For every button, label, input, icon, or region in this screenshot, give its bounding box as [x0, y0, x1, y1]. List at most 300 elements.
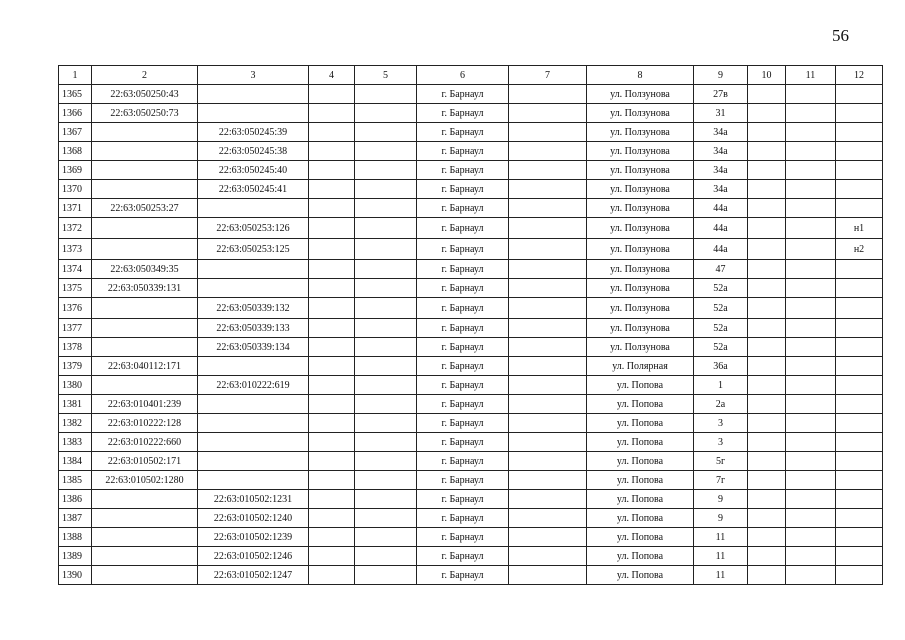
table-cell: ул. Ползунова	[587, 142, 694, 161]
table-cell	[309, 376, 355, 395]
table-cell	[748, 239, 786, 260]
table-cell	[309, 433, 355, 452]
column-header: 11	[786, 66, 836, 85]
table-row	[59, 239, 883, 260]
table-cell	[509, 547, 587, 566]
table-cell	[355, 509, 417, 528]
table-cell	[355, 142, 417, 161]
table-cell: 5г	[694, 452, 748, 471]
table-body	[59, 85, 883, 585]
table-cell	[509, 85, 587, 104]
table-cell: 22:63:050339:132	[198, 298, 309, 319]
table-cell	[92, 123, 198, 142]
table-row	[59, 471, 883, 490]
table-cell: 22:63:050245:40	[198, 161, 309, 180]
table-row	[59, 566, 883, 585]
table-cell	[836, 376, 883, 395]
table-row	[59, 490, 883, 509]
row-number-cell: 1368	[59, 142, 92, 161]
table-cell	[509, 338, 587, 357]
table-cell	[509, 490, 587, 509]
table-cell	[509, 142, 587, 161]
table-cell	[786, 566, 836, 585]
table-cell: г. Барнаул	[417, 142, 509, 161]
row-number-cell: 1381	[59, 395, 92, 414]
table-cell: 11	[694, 547, 748, 566]
row-number-cell: 1365	[59, 85, 92, 104]
table-cell: 9	[694, 509, 748, 528]
row-number-cell: 1384	[59, 452, 92, 471]
table-cell	[509, 414, 587, 433]
table-cell: 22:63:010502:1231	[198, 490, 309, 509]
table-cell	[748, 260, 786, 279]
table-cell	[309, 566, 355, 585]
table-cell	[748, 298, 786, 319]
table-cell	[198, 471, 309, 490]
table-cell: 3	[694, 433, 748, 452]
table-cell	[509, 199, 587, 218]
table-cell	[836, 161, 883, 180]
table-cell: 22:63:050245:39	[198, 123, 309, 142]
table-cell	[748, 471, 786, 490]
table-cell	[198, 104, 309, 123]
column-header: 7	[509, 66, 587, 85]
table-cell	[836, 433, 883, 452]
table-cell: г. Барнаул	[417, 547, 509, 566]
table-cell	[786, 161, 836, 180]
table-cell	[509, 218, 587, 239]
table-cell	[355, 260, 417, 279]
table-cell: ул. Ползунова	[587, 338, 694, 357]
table-cell: ул. Ползунова	[587, 260, 694, 279]
table-cell: н2	[836, 239, 883, 260]
row-number-cell: 1374	[59, 260, 92, 279]
table-cell	[92, 319, 198, 338]
table-cell: ул. Попова	[587, 547, 694, 566]
table-cell	[786, 123, 836, 142]
table-cell: 27в	[694, 85, 748, 104]
column-header: 6	[417, 66, 509, 85]
table-cell	[509, 433, 587, 452]
table-cell	[309, 357, 355, 376]
table-cell	[309, 414, 355, 433]
page-number: 56	[832, 26, 849, 45]
table-cell	[786, 357, 836, 376]
table-cell	[748, 433, 786, 452]
table-cell	[836, 123, 883, 142]
table-cell: 22:63:010502:1247	[198, 566, 309, 585]
table-cell: 22:63:010502:1246	[198, 547, 309, 566]
table-cell	[198, 357, 309, 376]
table-cell	[355, 85, 417, 104]
table-cell: ул. Попова	[587, 566, 694, 585]
table-cell: г. Барнаул	[417, 338, 509, 357]
row-number-cell: 1373	[59, 239, 92, 260]
table-cell	[309, 260, 355, 279]
table-cell	[355, 547, 417, 566]
table-cell	[309, 319, 355, 338]
table-cell	[355, 104, 417, 123]
table-cell	[509, 566, 587, 585]
table-cell	[309, 104, 355, 123]
table-cell	[198, 260, 309, 279]
table-cell: ул. Ползунова	[587, 239, 694, 260]
table-cell	[836, 260, 883, 279]
table-cell	[748, 199, 786, 218]
table-cell: 47	[694, 260, 748, 279]
table-cell	[309, 338, 355, 357]
row-number-cell: 1380	[59, 376, 92, 395]
table-cell	[786, 528, 836, 547]
table-cell	[748, 357, 786, 376]
table-cell	[748, 338, 786, 357]
table-cell	[198, 199, 309, 218]
table-cell	[309, 395, 355, 414]
table-cell: 3	[694, 414, 748, 433]
table-cell: г. Барнаул	[417, 376, 509, 395]
table-cell	[509, 452, 587, 471]
table-cell	[309, 239, 355, 260]
table-cell: г. Барнаул	[417, 452, 509, 471]
table-cell	[355, 161, 417, 180]
table-cell: 52а	[694, 319, 748, 338]
table-cell	[92, 509, 198, 528]
table-cell	[748, 452, 786, 471]
table-cell	[748, 279, 786, 298]
table-cell	[836, 85, 883, 104]
table-cell: 9	[694, 490, 748, 509]
table-cell	[355, 414, 417, 433]
table-cell	[836, 319, 883, 338]
table-cell	[786, 239, 836, 260]
table-cell: ул. Попова	[587, 509, 694, 528]
table-cell	[198, 395, 309, 414]
row-number-cell: 1372	[59, 218, 92, 239]
table-cell: 22:63:050339:133	[198, 319, 309, 338]
table-cell	[786, 298, 836, 319]
table-cell	[355, 298, 417, 319]
table-cell	[748, 490, 786, 509]
table-cell: ул. Ползунова	[587, 279, 694, 298]
table-cell	[355, 180, 417, 199]
table-row	[59, 104, 883, 123]
table-cell	[309, 547, 355, 566]
table-cell: ул. Попова	[587, 452, 694, 471]
table-cell: ул. Ползунова	[587, 123, 694, 142]
table-cell	[786, 376, 836, 395]
table-cell: 22:63:050339:134	[198, 338, 309, 357]
registry-table	[58, 65, 883, 585]
row-number-cell: 1387	[59, 509, 92, 528]
table-cell	[836, 357, 883, 376]
table-cell	[748, 376, 786, 395]
table-cell: ул. Попова	[587, 376, 694, 395]
table-cell: 22:63:050253:125	[198, 239, 309, 260]
table-cell: 1	[694, 376, 748, 395]
table-cell	[509, 509, 587, 528]
table-cell	[92, 298, 198, 319]
column-header: 5	[355, 66, 417, 85]
column-header: 10	[748, 66, 786, 85]
table-cell	[509, 123, 587, 142]
table-cell: 22:63:050250:43	[92, 85, 198, 104]
table-cell	[309, 279, 355, 298]
table-row	[59, 528, 883, 547]
table-cell	[355, 490, 417, 509]
table-cell	[748, 509, 786, 528]
table-cell	[836, 338, 883, 357]
table-cell	[509, 260, 587, 279]
table-cell	[509, 376, 587, 395]
table-cell	[786, 104, 836, 123]
table-cell	[355, 319, 417, 338]
table-cell	[309, 85, 355, 104]
table-cell	[748, 123, 786, 142]
column-header: 8	[587, 66, 694, 85]
table-cell	[786, 260, 836, 279]
table-cell	[355, 218, 417, 239]
table-cell	[355, 338, 417, 357]
table-row	[59, 218, 883, 239]
table-cell: 44а	[694, 199, 748, 218]
row-number-cell: 1383	[59, 433, 92, 452]
table-cell: ул. Попова	[587, 528, 694, 547]
table-cell: 22:63:010502:171	[92, 452, 198, 471]
table-cell: 34а	[694, 142, 748, 161]
table-cell	[92, 490, 198, 509]
table-cell	[355, 566, 417, 585]
table-cell: 22:63:050253:27	[92, 199, 198, 218]
table-cell	[309, 452, 355, 471]
table-cell	[786, 180, 836, 199]
column-header: 12	[836, 66, 883, 85]
table-cell: 31	[694, 104, 748, 123]
table-row	[59, 142, 883, 161]
table-cell: ул. Попова	[587, 414, 694, 433]
table-cell	[198, 414, 309, 433]
row-number-cell: 1375	[59, 279, 92, 298]
table-cell	[786, 509, 836, 528]
table-cell: 2а	[694, 395, 748, 414]
table-row	[59, 395, 883, 414]
table-row	[59, 509, 883, 528]
table-cell	[92, 161, 198, 180]
table-row	[59, 376, 883, 395]
table-cell	[748, 319, 786, 338]
table-cell	[92, 142, 198, 161]
column-header: 9	[694, 66, 748, 85]
table-cell	[836, 279, 883, 298]
table-cell	[786, 142, 836, 161]
table-cell: г. Барнаул	[417, 123, 509, 142]
table-cell	[509, 279, 587, 298]
table-cell	[748, 161, 786, 180]
table-cell: ул. Ползунова	[587, 298, 694, 319]
table-cell	[786, 433, 836, 452]
table-cell: 22:63:050253:126	[198, 218, 309, 239]
table-row	[59, 85, 883, 104]
table-cell: 22:63:010502:1239	[198, 528, 309, 547]
row-number-cell: 1382	[59, 414, 92, 433]
table-cell: г. Барнаул	[417, 319, 509, 338]
table-cell	[836, 395, 883, 414]
table-cell: 22:63:050349:35	[92, 260, 198, 279]
table-cell	[92, 376, 198, 395]
table-cell: г. Барнаул	[417, 298, 509, 319]
table-cell	[309, 528, 355, 547]
table-cell: г. Барнаул	[417, 395, 509, 414]
table-cell	[786, 319, 836, 338]
table-row	[59, 199, 883, 218]
table-cell	[786, 471, 836, 490]
table-cell	[836, 452, 883, 471]
table-cell	[836, 490, 883, 509]
table-cell: г. Барнаул	[417, 566, 509, 585]
table-cell: 22:63:050250:73	[92, 104, 198, 123]
table-cell	[309, 180, 355, 199]
table-cell	[309, 142, 355, 161]
table-cell	[355, 395, 417, 414]
table-cell	[786, 395, 836, 414]
table-cell: 11	[694, 528, 748, 547]
table-cell: 22:63:050339:131	[92, 279, 198, 298]
table-cell: г. Барнаул	[417, 279, 509, 298]
table-cell: ул. Ползунова	[587, 199, 694, 218]
table-cell: 22:63:040112:171	[92, 357, 198, 376]
table-cell: г. Барнаул	[417, 199, 509, 218]
table-cell	[92, 180, 198, 199]
table-cell: г. Барнаул	[417, 357, 509, 376]
table-cell	[748, 218, 786, 239]
table-cell: г. Барнаул	[417, 218, 509, 239]
table-cell: ул. Ползунова	[587, 161, 694, 180]
table-cell	[355, 279, 417, 298]
table-cell: ул. Ползунова	[587, 85, 694, 104]
table-cell: г. Барнаул	[417, 414, 509, 433]
table-cell: 44а	[694, 239, 748, 260]
table-cell	[786, 338, 836, 357]
table-cell: 22:63:010222:660	[92, 433, 198, 452]
table-cell: г. Барнаул	[417, 180, 509, 199]
table-cell: 11	[694, 566, 748, 585]
table-cell	[509, 357, 587, 376]
table-row	[59, 547, 883, 566]
row-number-cell: 1369	[59, 161, 92, 180]
row-number-cell: 1371	[59, 199, 92, 218]
table-cell	[355, 471, 417, 490]
table-row	[59, 279, 883, 298]
table-cell: 22:63:010502:1240	[198, 509, 309, 528]
table-cell	[509, 161, 587, 180]
table-cell: ул. Попова	[587, 471, 694, 490]
table-cell	[836, 471, 883, 490]
table-cell	[309, 298, 355, 319]
table-cell: 22:63:050245:38	[198, 142, 309, 161]
table-cell: г. Барнаул	[417, 85, 509, 104]
row-number-cell: 1379	[59, 357, 92, 376]
table-cell: 22:63:050245:41	[198, 180, 309, 199]
table-cell: г. Барнаул	[417, 433, 509, 452]
table-cell: 22:63:010502:1280	[92, 471, 198, 490]
table-cell	[748, 528, 786, 547]
table-cell	[509, 528, 587, 547]
table-cell	[786, 547, 836, 566]
table-cell	[309, 161, 355, 180]
table-cell	[786, 452, 836, 471]
table-cell	[92, 566, 198, 585]
table-cell	[309, 123, 355, 142]
table-cell	[836, 566, 883, 585]
row-number-cell: 1378	[59, 338, 92, 357]
table-cell: г. Барнаул	[417, 161, 509, 180]
table-cell	[355, 376, 417, 395]
table-cell	[92, 218, 198, 239]
table-cell	[836, 414, 883, 433]
table-cell	[836, 547, 883, 566]
table-cell	[355, 199, 417, 218]
table-cell	[509, 319, 587, 338]
table-cell	[92, 547, 198, 566]
table-cell: ул. Ползунова	[587, 319, 694, 338]
table-row	[59, 123, 883, 142]
table-cell: ул. Ползунова	[587, 180, 694, 199]
table-cell: 7г	[694, 471, 748, 490]
row-number-cell: 1388	[59, 528, 92, 547]
table-cell: 44а	[694, 218, 748, 239]
table-cell	[509, 395, 587, 414]
table-row	[59, 319, 883, 338]
table-cell: 34а	[694, 161, 748, 180]
header-row	[59, 66, 883, 85]
table-row	[59, 357, 883, 376]
table-cell	[836, 298, 883, 319]
table-cell	[509, 298, 587, 319]
table-cell: 22:63:010222:619	[198, 376, 309, 395]
table-cell	[92, 239, 198, 260]
row-number-cell: 1377	[59, 319, 92, 338]
row-number-cell: 1376	[59, 298, 92, 319]
table-cell	[198, 85, 309, 104]
row-number-cell: 1367	[59, 123, 92, 142]
table-cell	[92, 338, 198, 357]
table-cell	[836, 528, 883, 547]
table-cell	[355, 528, 417, 547]
table-cell	[748, 547, 786, 566]
table-cell	[786, 218, 836, 239]
row-number-cell: 1390	[59, 566, 92, 585]
column-header: 2	[92, 66, 198, 85]
table-row	[59, 161, 883, 180]
table-cell	[786, 199, 836, 218]
table-cell: 34а	[694, 180, 748, 199]
column-header: 1	[59, 66, 92, 85]
table-row	[59, 433, 883, 452]
table-cell	[509, 239, 587, 260]
table-cell: 52а	[694, 279, 748, 298]
table-cell	[355, 452, 417, 471]
row-number-cell: 1385	[59, 471, 92, 490]
table-row	[59, 452, 883, 471]
table-cell: ул. Попова	[587, 395, 694, 414]
table-cell	[748, 85, 786, 104]
table-cell	[786, 414, 836, 433]
table-cell	[355, 357, 417, 376]
table-cell	[836, 199, 883, 218]
table-cell	[309, 471, 355, 490]
table-cell	[198, 452, 309, 471]
table-cell	[748, 142, 786, 161]
table-row	[59, 180, 883, 199]
